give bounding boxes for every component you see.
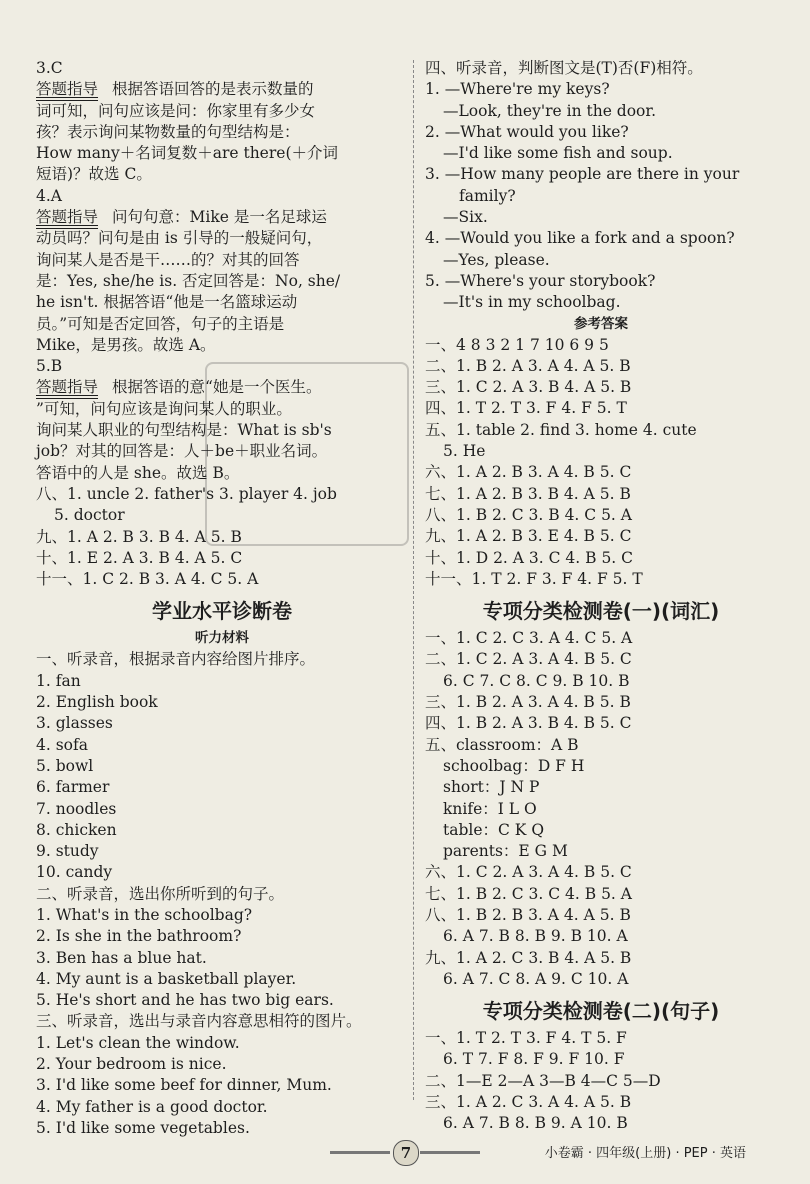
line-text: 五、classroom：A B xyxy=(425,735,579,754)
line-text: 学业水平诊断卷 xyxy=(152,599,292,624)
line-text: 2. —What would you like? xyxy=(425,122,629,141)
text-line xyxy=(36,1011,408,1032)
text-line xyxy=(425,462,777,483)
line-text: 6. A 7. B 8. B 9. B 10. A xyxy=(443,927,628,946)
text-line xyxy=(36,969,408,990)
text-line xyxy=(36,1097,408,1118)
line-text: 三、1. C 2. A 3. B 4. A 5. B xyxy=(425,378,632,397)
line-text: 1. fan xyxy=(36,671,81,690)
page-number: 7 xyxy=(393,1140,419,1166)
text-line xyxy=(36,314,408,335)
line-text: 八、1. B 2. B 3. A 4. A 5. B xyxy=(425,905,631,924)
line-text: 4.A xyxy=(36,186,62,205)
text-line xyxy=(425,377,777,398)
line-text: 3. glasses xyxy=(36,714,113,733)
line-text: 问句句意：Mike 是一名足球运 xyxy=(112,208,327,227)
line-text: 5.B xyxy=(36,357,63,376)
text-line xyxy=(425,1028,777,1049)
line-text: —Six. xyxy=(443,208,488,227)
text-line xyxy=(425,335,777,356)
text-line xyxy=(425,228,777,249)
text-line xyxy=(36,926,408,947)
line-text: family? xyxy=(459,186,516,205)
line-text: —It's in my schoolbag. xyxy=(443,293,621,312)
text-line xyxy=(36,841,408,862)
text-line xyxy=(36,271,408,292)
text-line xyxy=(36,884,408,905)
footer-ornament-left xyxy=(330,1151,390,1154)
page-footer xyxy=(0,1140,810,1174)
text-line xyxy=(425,164,777,185)
line-text: 动员吗？问句是由 is 引导的一般疑问句， xyxy=(36,229,323,248)
line-text: 询问某人是否是干……的？对其的回答 xyxy=(36,250,300,269)
line-text: 3.C xyxy=(36,59,63,77)
text-line xyxy=(425,649,777,670)
text-line xyxy=(36,143,408,164)
line-text: 一、听录音，根据录音内容给图片排序。 xyxy=(36,650,316,669)
line-text: 二、1. C 2. A 3. A 4. B 5. C xyxy=(425,650,632,669)
line-text: 员。”可知是否定回答，句子的主语是 xyxy=(36,314,285,333)
text-line xyxy=(36,58,408,79)
book-title: 小卷霸 · 四年级(上册) · PEP · 英语 xyxy=(544,1146,746,1161)
text-line xyxy=(425,207,777,228)
text-line xyxy=(425,713,777,734)
line-text: 4. —Would you like a fork and a spoon? xyxy=(425,229,735,248)
text-line xyxy=(425,271,777,292)
line-text: 5. He's short and he has two big ears. xyxy=(36,991,334,1010)
line-text: 九、1. A 2. C 3. B 4. A 5. B xyxy=(425,948,632,967)
text-line xyxy=(36,820,408,841)
right-column xyxy=(425,58,777,1135)
line-text: 7. noodles xyxy=(36,799,117,818)
text-line xyxy=(425,948,777,969)
line-text: 4. My aunt is a basketball player. xyxy=(36,969,297,988)
line-text: 6. C 7. C 8. C 9. B 10. B xyxy=(443,671,630,690)
line-text: 是：Yes, she/he is. 否定回答是：No, she/ xyxy=(36,271,341,290)
text-line xyxy=(425,101,777,122)
line-text: 5. —Where's your storybook? xyxy=(425,271,656,290)
line-text: 3. I'd like some beef for dinner, Mum. xyxy=(36,1076,332,1095)
text-line xyxy=(425,356,777,377)
line-text: short：J N P xyxy=(443,778,540,797)
column-divider xyxy=(413,60,414,1100)
text-line xyxy=(36,164,408,185)
line-text: 三、1. A 2. C 3. A 4. A 5. B xyxy=(425,1093,632,1112)
text-line xyxy=(36,1118,408,1139)
text-line xyxy=(425,692,777,713)
text-line xyxy=(36,101,408,122)
text-line xyxy=(425,526,777,547)
text-line xyxy=(425,398,777,419)
text-line xyxy=(36,186,408,207)
text-line xyxy=(425,122,777,143)
text-line xyxy=(36,799,408,820)
text-line xyxy=(36,713,408,734)
line-text: 九、1. A 2. B 3. B 4. A 5. B xyxy=(36,527,242,546)
line-text: 听力材料 xyxy=(195,630,249,647)
text-line xyxy=(425,441,777,462)
line-text: 3. Ben has a blue hat. xyxy=(36,948,207,967)
line-text: knife：I L O xyxy=(443,799,537,818)
text-line xyxy=(36,79,408,100)
line-text: 八、1. uncle 2. father's 3. player 4. job xyxy=(36,484,337,503)
line-text: table：C K Q xyxy=(443,820,545,839)
text-line xyxy=(36,905,408,926)
line-text: 十一、1. C 2. B 3. A 4. C 5. A xyxy=(36,570,259,589)
line-text: 三、1. B 2. A 3. A 4. B 5. B xyxy=(425,693,631,712)
line-text: 专项分类检测卷(一)(词汇) xyxy=(482,599,720,624)
line-text: 十一、1. T 2. F 3. F 4. F 5. T xyxy=(425,569,643,588)
line-text: schoolbag：D F H xyxy=(443,756,585,775)
text-line xyxy=(425,420,777,441)
text-line xyxy=(36,649,408,670)
text-line xyxy=(425,628,777,649)
line-text: —Yes, please. xyxy=(443,250,550,269)
text-line xyxy=(425,777,777,798)
line-text: 五、1. table 2. find 3. home 4. cute xyxy=(425,420,697,439)
section-heading xyxy=(425,994,777,1028)
line-text: 二、听录音，选出你所听到的句子。 xyxy=(36,884,285,903)
answer-guide-label: 答题指导 xyxy=(36,80,99,99)
text-line xyxy=(425,1113,777,1134)
text-line xyxy=(36,250,408,271)
line-text: 5. bowl xyxy=(36,756,94,775)
line-text: 5. He xyxy=(443,442,486,461)
line-text: 5. I'd like some vegetables. xyxy=(36,1118,250,1137)
text-line xyxy=(36,228,408,249)
text-line xyxy=(36,948,408,969)
line-text: 七、1. A 2. B 3. B 4. A 5. B xyxy=(425,484,631,503)
text-line xyxy=(425,548,777,569)
line-text: 四、听录音，判断图文是(T)否(F)相符。 xyxy=(425,59,703,77)
line-text: 十、1. D 2. A 3. C 4. B 5. C xyxy=(425,548,634,567)
line-text: 1. Let's clean the window. xyxy=(36,1033,240,1052)
line-text: 6. A 7. C 8. A 9. C 10. A xyxy=(443,969,629,988)
line-text: 答语中的人是 she。故选 B。 xyxy=(36,463,240,482)
stamp-seal xyxy=(205,362,409,546)
section-heading xyxy=(425,594,777,628)
line-text: —I'd like some fish and soup. xyxy=(443,144,673,163)
line-text: parents：E G M xyxy=(443,842,568,861)
line-text: 一、1. T 2. T 3. F 4. T 5. F xyxy=(425,1029,627,1048)
line-text: 八、1. B 2. C 3. B 4. C 5. A xyxy=(425,505,632,524)
text-line xyxy=(36,735,408,756)
text-line xyxy=(425,756,777,777)
text-line xyxy=(425,799,777,820)
line-text: 2. Your bedroom is nice. xyxy=(36,1055,227,1074)
line-text: Mike，是男孩。故选 A。 xyxy=(36,335,216,354)
line-text: 短语)？故选 C。 xyxy=(36,165,152,184)
text-line xyxy=(36,1033,408,1054)
line-text: job？对其的回答是：人＋be＋职业名词。 xyxy=(36,442,328,461)
text-line xyxy=(36,207,408,228)
line-text: —Look, they're in the door. xyxy=(443,101,657,120)
line-text: 2. English book xyxy=(36,693,158,712)
text-line xyxy=(425,79,777,100)
line-text: 六、1. A 2. B 3. A 4. B 5. C xyxy=(425,463,632,482)
text-line xyxy=(425,926,777,947)
section-heading xyxy=(425,314,777,335)
line-text: 二、1—E 2—A 3—B 4—C 5—D xyxy=(425,1071,661,1090)
text-line xyxy=(425,484,777,505)
text-line xyxy=(425,1071,777,1092)
line-text: 二、1. B 2. A 3. A 4. A 5. B xyxy=(425,356,631,375)
text-line xyxy=(425,143,777,164)
text-line xyxy=(425,1049,777,1070)
line-text: 四、1. B 2. A 3. B 4. B 5. C xyxy=(425,714,632,733)
text-line xyxy=(36,990,408,1011)
line-text: 一、4 8 3 2 1 7 10 6 9 5 xyxy=(425,335,609,354)
line-text: 6. farmer xyxy=(36,778,110,797)
text-line xyxy=(425,250,777,271)
text-line xyxy=(425,569,777,590)
line-text: 8. chicken xyxy=(36,820,117,839)
answer-guide-label: 答题指导 xyxy=(36,378,99,397)
text-line xyxy=(425,884,777,905)
text-line xyxy=(425,671,777,692)
text-line xyxy=(36,569,408,590)
text-line xyxy=(36,777,408,798)
text-line xyxy=(425,841,777,862)
line-text: 六、1. C 2. A 3. A 4. B 5. C xyxy=(425,863,632,882)
text-line xyxy=(36,862,408,883)
section-heading xyxy=(36,628,408,649)
text-line xyxy=(425,862,777,883)
line-text: 九、1. A 2. B 3. E 4. B 5. C xyxy=(425,527,632,546)
line-text: 四、1. T 2. T 3. F 4. F 5. T xyxy=(425,399,627,418)
line-text: 5. doctor xyxy=(54,506,125,525)
section-heading xyxy=(36,594,408,628)
text-line xyxy=(36,122,408,143)
line-text: 4. sofa xyxy=(36,735,88,754)
line-text: 专项分类检测卷(二)(句子) xyxy=(482,999,720,1024)
text-line xyxy=(425,292,777,313)
line-text: 十、1. E 2. A 3. B 4. A 5. C xyxy=(36,548,243,567)
line-text: 一、1. C 2. C 3. A 4. C 5. A xyxy=(425,629,633,648)
line-text: 孩？表示询问某物数量的句型结构是： xyxy=(36,122,300,141)
line-text: 9. study xyxy=(36,842,99,861)
text-line xyxy=(36,335,408,356)
left-column xyxy=(36,58,408,1139)
line-text: 三、听录音，选出与录音内容意思相符的图片。 xyxy=(36,1012,362,1031)
line-text: 七、1. B 2. C 3. C 4. B 5. A xyxy=(425,884,632,903)
line-text: How many＋名词复数＋are there(＋介词 xyxy=(36,144,338,163)
text-line xyxy=(36,1054,408,1075)
text-line xyxy=(425,186,777,207)
line-text: 2. Is she in the bathroom? xyxy=(36,927,242,946)
line-text: 词可知，问句应该是问：你家里有多少女 xyxy=(36,101,316,120)
text-line xyxy=(36,692,408,713)
text-line xyxy=(425,1092,777,1113)
line-text: 6. A 7. B 8. B 9. A 10. B xyxy=(443,1114,628,1133)
text-line xyxy=(425,505,777,526)
line-text: 10. candy xyxy=(36,863,113,882)
line-text: 4. My father is a good doctor. xyxy=(36,1097,268,1116)
line-text: ”可知，问句应该是询问某人的职业。 xyxy=(36,399,292,418)
line-text: 1. What's in the schoolbag? xyxy=(36,905,253,924)
line-text: 根据答语回答的是表示数量的 xyxy=(112,80,314,99)
line-text: 3. —How many people are there in your xyxy=(425,165,740,184)
line-text: 询问某人职业的句型结构是：What is sb's xyxy=(36,421,332,440)
line-text: 1. —Where're my keys? xyxy=(425,80,610,99)
text-line xyxy=(36,671,408,692)
line-text: 参考答案 xyxy=(574,315,628,332)
text-line xyxy=(36,292,408,313)
text-line xyxy=(36,548,408,569)
line-text: 根据答语的意“她是一个医生。 xyxy=(112,378,322,397)
line-text: 6. T 7. F 8. F 9. F 10. F xyxy=(443,1050,625,1069)
text-line xyxy=(36,1075,408,1096)
line-text: he isn't. 根据答语“他是一名篮球运动 xyxy=(36,293,298,312)
text-line xyxy=(425,969,777,990)
text-line xyxy=(425,905,777,926)
text-line xyxy=(36,756,408,777)
footer-ornament-right xyxy=(420,1151,480,1154)
answer-guide-label: 答题指导 xyxy=(36,208,99,227)
text-line xyxy=(425,58,777,79)
text-line xyxy=(425,820,777,841)
text-line xyxy=(425,735,777,756)
